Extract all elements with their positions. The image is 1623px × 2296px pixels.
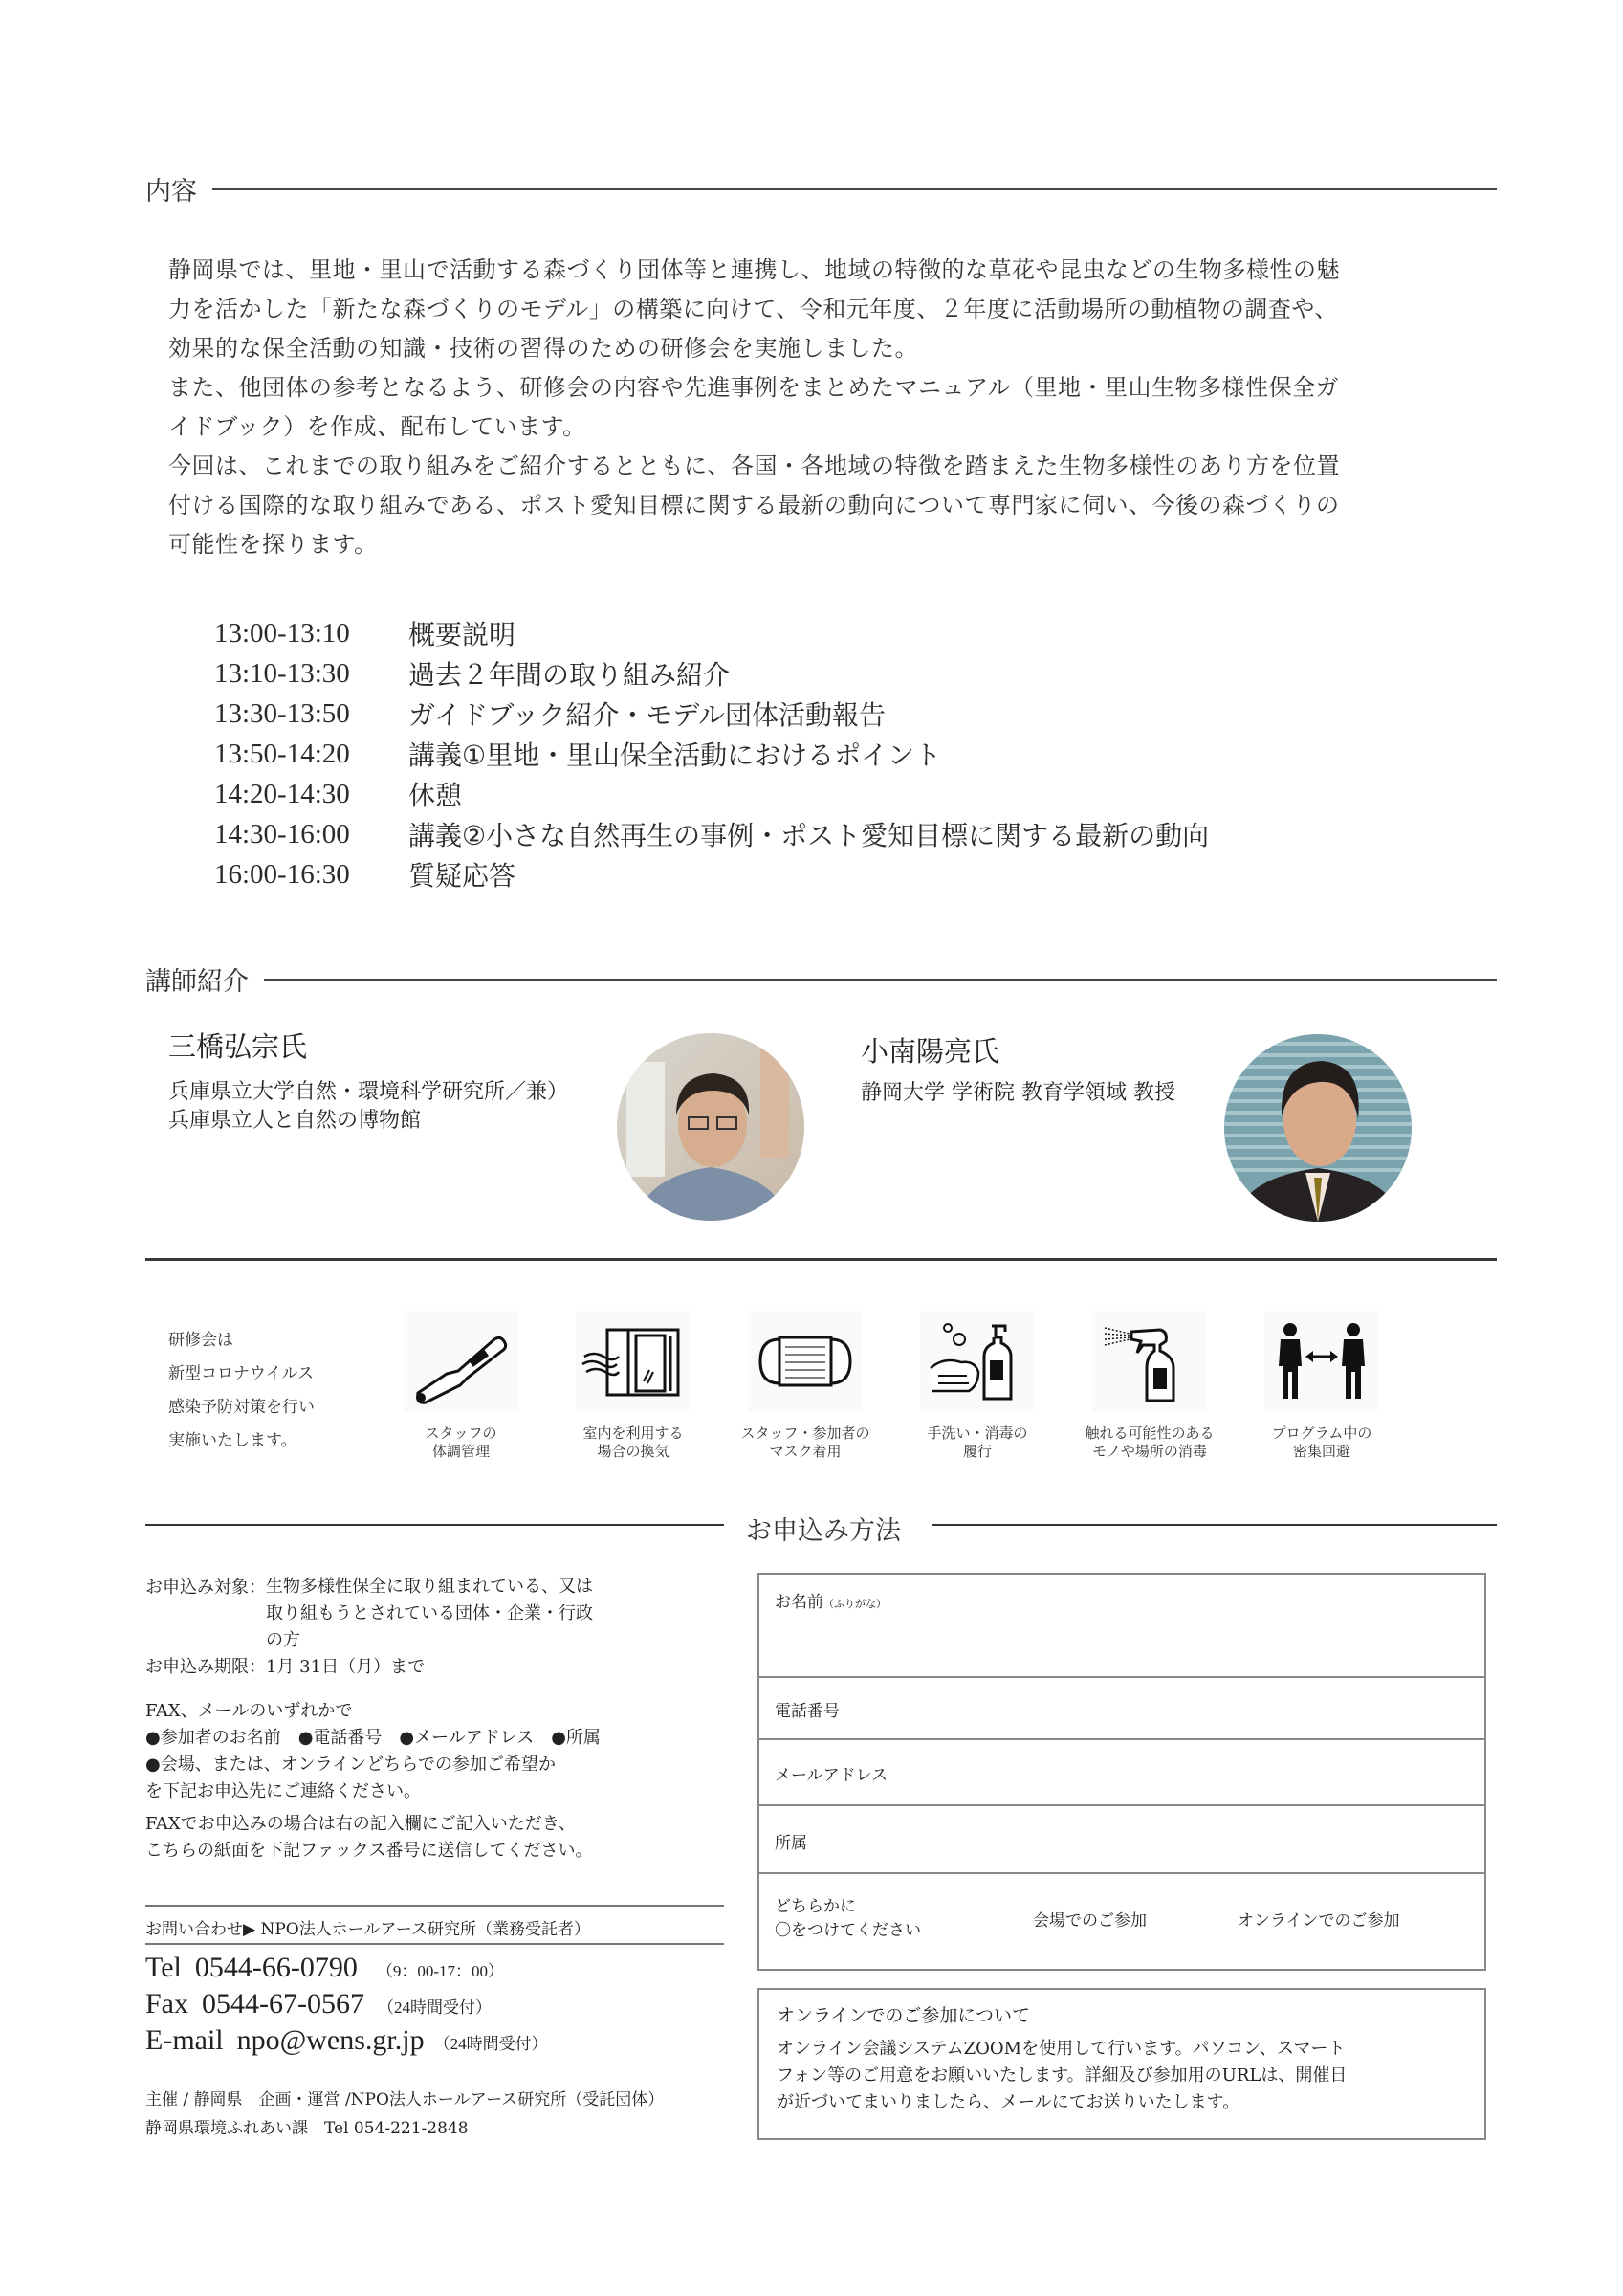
schedule-row: [214, 734, 1314, 774]
method-block: [145, 1698, 738, 1805]
contact-email: [145, 2024, 548, 2061]
application-details: [145, 1574, 738, 1865]
contact-label: Tel: [145, 1952, 182, 1983]
participation-label-line: どちらかに: [775, 1897, 856, 1916]
tel-link[interactable]: 0544-66-0790: [194, 1952, 358, 1983]
section-divider: [145, 1524, 724, 1526]
content-section-header: [145, 170, 1497, 208]
fax-line: FAXでお申込みの場合は右の記入欄にご記入いただき、: [145, 1814, 577, 1834]
schedule-time: 16:00-16:30: [214, 858, 350, 890]
schedule-row: [214, 613, 1314, 653]
affiliation-field-label: 所属: [775, 1834, 807, 1853]
covid-measure-caption: スタッフ・参加者の マスク着用: [740, 1424, 870, 1460]
contact-tel: [145, 1952, 548, 1988]
covid-measure: [394, 1311, 528, 1461]
handwash-icon: [925, 1318, 1030, 1404]
name-field-label-group: [775, 1588, 887, 1612]
contact-label: Fax: [145, 1988, 188, 2020]
contact-label: E-mail: [145, 2024, 224, 2056]
email-field-label: メールアドレス: [775, 1766, 888, 1785]
schedule-row: [214, 814, 1314, 854]
fax-block: [145, 1811, 738, 1865]
thermometer-icon: [408, 1318, 514, 1404]
content-section-title: 内容: [145, 177, 197, 207]
intro-line: 今回は、これまでの取り組みをご紹介するとともに、各国・各地域の特徴を踏まえた生物多様性のあり方を位置: [168, 453, 1340, 479]
covid-measure-caption: プログラム中の 密集回避: [1271, 1424, 1372, 1460]
schedule-item: 概要説明: [408, 619, 516, 651]
department-line: 静岡県環境ふれあい課 Tel 054-221-2848: [145, 2119, 469, 2138]
intro-line: 可能性を探ります。: [168, 531, 378, 558]
covid-measure: [1255, 1311, 1389, 1461]
intro-line: また、他団体の参考となるよう、研修会の内容や先進事例をまとめたマニュアル（里地・里山生物多様性保全ガ: [168, 374, 1340, 401]
covid-intro: [168, 1324, 315, 1458]
intro-text: [168, 251, 1507, 564]
covid-intro-line: 感染予防対策を行い: [168, 1398, 315, 1417]
schedule-item: 講義②小さな自然再生の事例・ポスト愛知目標に関する最新の動向: [408, 820, 1210, 851]
schedule-item: 休憩: [408, 780, 463, 811]
lecturer-card: [168, 1026, 568, 1136]
spray-bottle-icon: [1097, 1318, 1202, 1404]
schedule-time: 14:20-14:30: [214, 778, 350, 809]
method-line: ●会場、または、オンラインどちらでの参加ご希望か: [145, 1755, 556, 1775]
lecturers-section-title: 講師紹介: [145, 967, 249, 997]
section-divider: [145, 1258, 1497, 1261]
covid-intro-line: 研修会は: [168, 1331, 233, 1350]
name-field-label: お名前: [775, 1593, 823, 1612]
lecturer-name: 三橋弘宗氏: [168, 1030, 308, 1063]
target-row: [145, 1574, 738, 1654]
contact-note: （9：00-17：00）: [376, 1962, 505, 1980]
schedule-row: [214, 653, 1314, 694]
application-form: [757, 1573, 1486, 1971]
schedule-item: 講義①里地・里山保全活動におけるポイント: [408, 740, 942, 771]
lecturer-affiliation: 兵庫県立大学自然・環境科学研究所／兼）: [168, 1080, 569, 1104]
intro-line: 効果的な保全活動の知識・技術の習得のための研修会を実施しました。: [168, 335, 918, 362]
form-row-affiliation[interactable]: [759, 1806, 1484, 1874]
section-divider: [932, 1524, 1497, 1526]
schedule-time: 13:30-13:50: [214, 697, 350, 729]
covid-measure-caption: スタッフの 体調管理: [425, 1424, 497, 1460]
section-divider: [212, 188, 1497, 190]
online-info-line: フォン等のご用意をお願いいたします。詳細及び参加用のURLは、開催日: [777, 2065, 1348, 2086]
divider: [145, 1905, 724, 1907]
organizer-line: 主催 / 静岡県 企画・運営 /NPO法人ホールアース研究所（受託団体）: [145, 2090, 665, 2109]
form-row-name[interactable]: [759, 1575, 1484, 1678]
contact-list: [145, 1952, 548, 2061]
method-line: を下記お申込先にご連絡ください。: [145, 1781, 421, 1801]
participation-label-line: 〇をつけてください: [775, 1921, 921, 1940]
fax-line: こちらの紙面を下記ファックス番号に送信してください。: [145, 1841, 593, 1861]
form-row-phone[interactable]: [759, 1678, 1484, 1740]
lecturer-photo: [1224, 1034, 1412, 1222]
phone-field-label: 電話番号: [775, 1702, 840, 1721]
online-info-box: [757, 1988, 1486, 2140]
target-value: [266, 1574, 593, 1654]
deadline-value: 1月 31日（月）まで: [266, 1657, 426, 1677]
contact-note: （24時間受付）: [433, 2035, 548, 2053]
target-line: 生物多様性保全に取り組まれている、又は: [266, 1577, 593, 1597]
online-info-line: が近づいてまいりましたら、メールにてお送りいたします。: [777, 2092, 1240, 2112]
schedule-time: 13:50-14:20: [214, 738, 350, 769]
intro-line: 付ける国際的な取り組みである、ポスト愛知目標に関する最新の動向について専門家に伺い、今後の森づくりの: [168, 492, 1340, 519]
method-line: FAX、メールのいずれかで: [145, 1701, 353, 1721]
covid-measure: [910, 1311, 1044, 1461]
lecturer-photo: [617, 1033, 804, 1221]
contact-note: （24時間受付）: [377, 1998, 492, 2017]
lecturer-portrait-icon: [617, 1033, 804, 1221]
schedule-time: 14:30-16:00: [214, 818, 350, 850]
covid-measure-caption: 触れる可能性のある モノや場所の消毒: [1085, 1424, 1215, 1460]
method-line: ●参加者のお名前 ●電話番号 ●メールアドレス ●所属: [145, 1728, 601, 1748]
email-link[interactable]: npo@wens.gr.jp: [236, 2024, 425, 2056]
intro-line: 力を活かした「新たな森づくりのモデル」の構築に向けて、令和元年度、２年度に活動場所の動植物の調査や、: [168, 296, 1338, 322]
target-line: 取り組もうとされている団体・企業・行政: [266, 1603, 593, 1623]
name-field-sublabel: （ふりがな）: [823, 1598, 887, 1610]
target-label: お申込み対象：: [145, 1578, 266, 1598]
schedule-row: [214, 694, 1314, 734]
divider: [145, 1943, 724, 1945]
application-section-title: お申込み方法: [746, 1516, 901, 1546]
inquiry-heading: お問い合わせ▶ NPO法人ホールアース研究所（業務受託者）: [145, 1920, 591, 1939]
covid-measure-caption: 室内を利用する 場合の換気: [582, 1424, 684, 1460]
schedule-item: 質疑応答: [408, 860, 516, 892]
intro-line: イドブック）を作成、配布しています。: [168, 413, 586, 440]
covid-measure: [738, 1311, 872, 1461]
covid-measure: [1083, 1311, 1217, 1461]
schedule-time: 13:10-13:30: [214, 657, 350, 689]
deadline-label: お申込み期限：: [145, 1657, 266, 1677]
lecturer-portrait-icon: [1224, 1034, 1412, 1222]
covid-measure-caption: 手洗い・消毒の 履行: [927, 1424, 1028, 1460]
lecturers-section-header: [145, 960, 1497, 998]
intro-line: 静岡県では、里地・里山で活動する森づくり団体等と連携し、地域の特徴的な草花や昆虫などの生物多様性の魅: [168, 256, 1340, 283]
online-info-line: オンライン会議システムZOOMを使用して行います。パソコン、スマート: [777, 2039, 1346, 2059]
lecturer-name: 小南陽亮氏: [861, 1035, 1000, 1068]
schedule: [214, 613, 1314, 894]
lecturer-card: [861, 1030, 1175, 1108]
covid-intro-line: 新型コロナウイルス: [168, 1364, 314, 1383]
participation-label: [775, 1895, 921, 1943]
form-row-email[interactable]: [759, 1740, 1484, 1806]
fax-number[interactable]: 0544-67-0567: [202, 1988, 364, 2020]
deadline-row: [145, 1654, 738, 1681]
target-line: の方: [266, 1630, 300, 1650]
schedule-row: [214, 854, 1314, 894]
online-info-title: オンラインでのご参加について: [777, 2005, 1031, 2026]
covid-measure: [566, 1311, 700, 1461]
social-distance-icon: [1269, 1318, 1374, 1404]
schedule-item: 過去２年間の取り組み紹介: [408, 659, 731, 691]
covid-intro-line: 実施いたします。: [168, 1431, 297, 1450]
lecturer-affiliation: 静岡大学 学術院 教育学領域 教授: [861, 1081, 1175, 1105]
section-divider: [264, 979, 1497, 981]
schedule-row: [214, 774, 1314, 814]
mask-icon: [753, 1318, 858, 1404]
option-online[interactable]: オンラインでのご参加: [1238, 1911, 1400, 1931]
contact-fax: [145, 1988, 548, 2024]
schedule-item: ガイドブック紹介・モデル団体活動報告: [408, 699, 886, 731]
form-row-participation: [759, 1874, 1484, 1969]
option-venue[interactable]: 会場でのご参加: [1033, 1911, 1147, 1931]
window-ventilation-icon: [581, 1318, 686, 1404]
lecturer-affiliation: 兵庫県立人と自然の博物館: [168, 1109, 422, 1133]
schedule-time: 13:00-13:10: [214, 617, 350, 649]
